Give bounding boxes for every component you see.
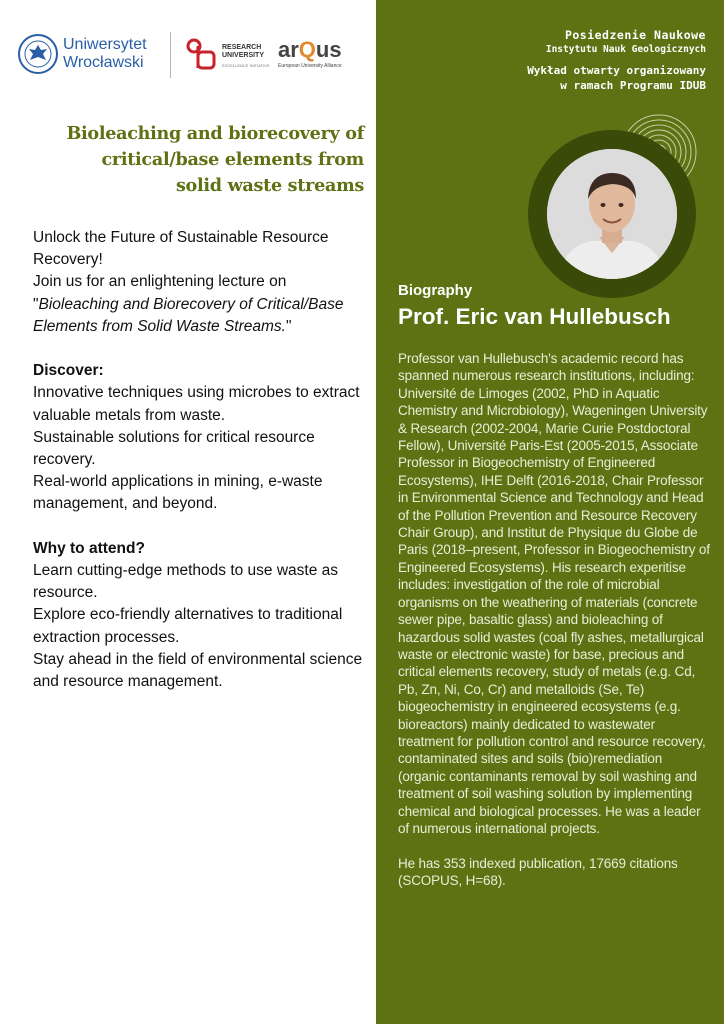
header-line-4: w ramach Programu IDUB <box>560 79 706 92</box>
header-line-1: Posiedzenie Naukowe <box>564 28 706 42</box>
research-university-logo <box>186 38 276 74</box>
biography-text <box>398 350 710 890</box>
list-item: Learn cutting-edge methods to use waste as resource. <box>33 562 339 602</box>
list-item: Real-world applications in mining, e-waste management, and beyond. <box>33 473 323 513</box>
list-item: Explore eco-friendly alternatives to traditional extraction processes. <box>33 606 343 646</box>
header-line-2: Instytutu Nauk Geologicznych <box>545 44 706 55</box>
logo-divider <box>170 32 171 78</box>
list-item: Sustainable solutions for critical resource recovery. <box>33 428 315 469</box>
header-line-3: Wykład otwarty organizowany <box>527 64 706 77</box>
eagle-crest-icon <box>18 34 58 74</box>
biography-label: Biography <box>398 282 473 299</box>
research-university-mark-icon <box>186 38 218 72</box>
intro-invite: Join us for an enlightening lecture on "Bioleaching and Biorecovery of Critical/Base Elements from Solid Waste Streams." <box>33 273 344 335</box>
intro-text: Unlock the Future of Sustainable Resource Recovery! <box>33 229 329 269</box>
research-university-subtitle: EXCELLENCE INITIATIVE <box>222 63 270 68</box>
why-heading: Why to attend? <box>33 539 145 557</box>
lecture-title: Bioleaching and biorecovery of critical/base elements from solid waste streams <box>66 123 364 196</box>
arqus-wordmark: arQus <box>278 37 342 62</box>
uwr-logo <box>18 34 158 78</box>
speaker-portrait <box>547 149 677 279</box>
lecture-description <box>33 227 368 693</box>
publication-stats: He has 353 indexed publication, 17669 citations (SCOPUS, H=68). <box>398 855 678 889</box>
speaker-name: Prof. Eric van Hullebusch <box>398 304 671 329</box>
list-item: Innovative techniques using microbes to extract valuable metals from waste. <box>33 384 360 424</box>
biography-paragraph: Professor van Hullebusch's academic record has spanned numerous research institutions, including: Université de Limoges (2002, PhD in Aquatic Chemistry and Microbiology), Wageningen University & Research (2002-2004, Marie Curie Postdoctoral Fellow), Université Paris-Est (2005-2015, Associate Professor in Biogeochemistry of Engineered Ecosystems), IHE Delft (2016-2018, Chair Professor in Environmental Science and Technology and Head of the Pollution Prevention and Resource Recovery Chair Group), and Institut de Physique du Globe de Paris (2018–present, Professor in Biogeochemistry of Engineered Ecosystems). His research experitise includes: investigation of the role of microbial organisms on the weathering of materials (concrete sewer pipe, basaltic glass) and bioleaching of hazardous solid wastes (coal fly ashes, metallurgical waste or electronic waste) for base, precious and critical elements recovery, study of metals (e.g. Cd, Pb, Zn, Ni, Co, Cr) and metalloids (Se, Te) biogeochemistry in engineered ecosystems (e.g. bioreactors) mainly dedicated to wastewater treatment for pollution control and resource recovery, contaminated sites and soils (bio)remediation (organic contaminants removal by soil washing and treatment of soil washing solution by implementing chemical and biological processes. He was a leader of numerous international projects. <box>398 351 710 836</box>
list-item: Stay ahead in the field of environmental science and resource management. <box>33 650 363 691</box>
event-header <box>527 27 706 93</box>
research-university-text: RESEARCH UNIVERSITY <box>222 44 265 59</box>
uwr-logo-text: Uniwersytet Wrocławski <box>63 36 147 71</box>
arqus-subtitle: European University Alliance <box>278 63 342 69</box>
person-portrait-icon <box>547 149 677 279</box>
arqus-logo <box>278 38 358 74</box>
discover-heading: Discover: <box>33 362 104 380</box>
